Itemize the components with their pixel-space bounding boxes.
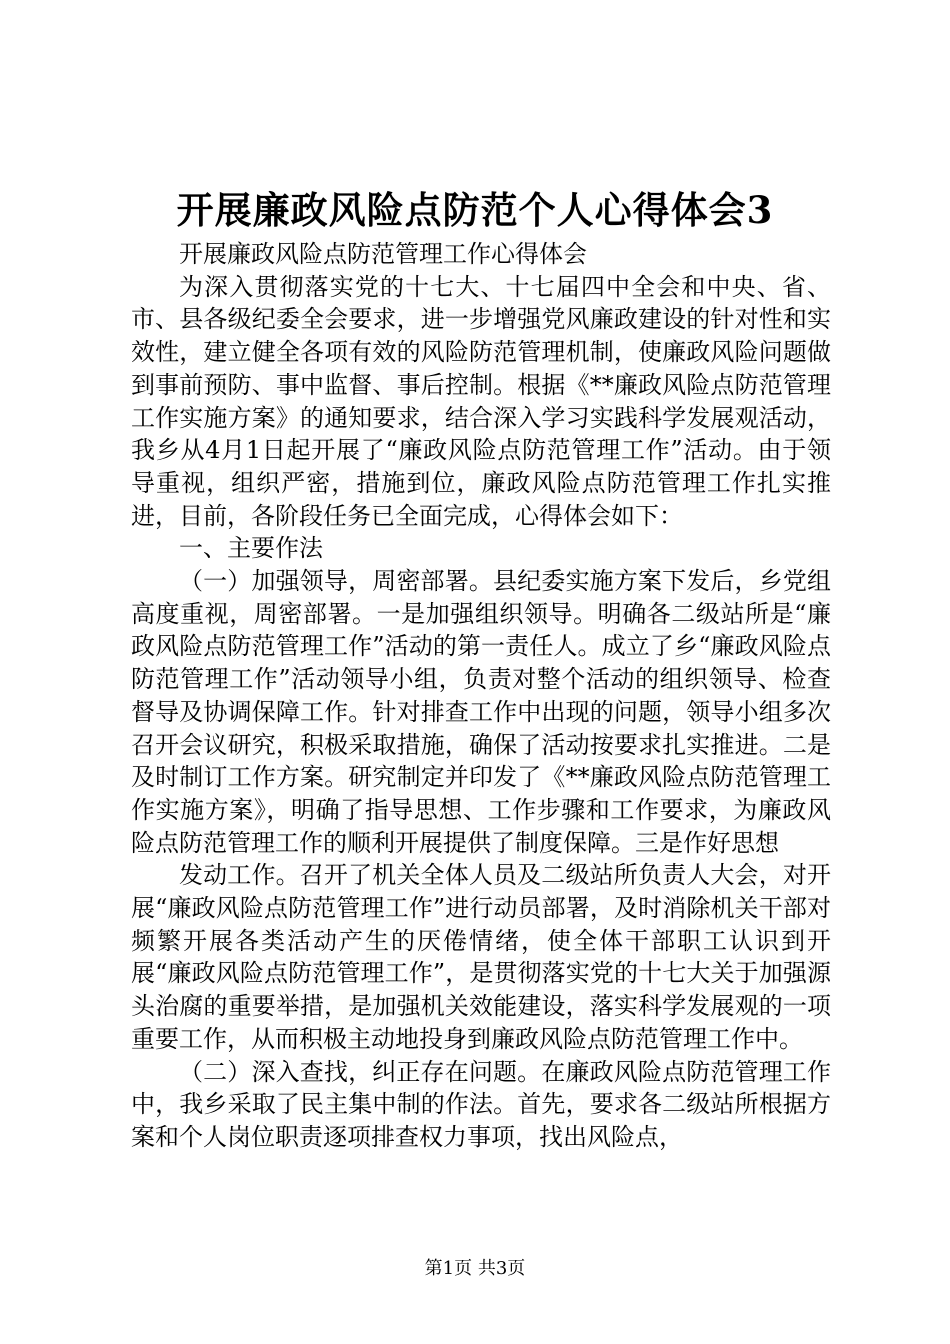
intro-paragraph: 为深入贯彻落实党的十七大、十七届四中全会和中央、省、市、县各级纪委全会要求，进一步增强党风廉政建设的针对性和实效性，建立健全各项有效的风险防范管理机制，使廉政风险问题做到事前预防、事中监督、事后控制。根据《**廉政风险点防范管理工作实施方案》的通知要求，结合深入学习实践科学发展观活动，我乡从4月1日起开展了“廉政风险点防范管理工作”活动。由于领导重视，组织严密，措施到位，廉政风险点防范管理工作扎实推进，目前，各阶段任务已全面完成，心得体会如下：: [131, 272, 831, 530]
section-heading: 一、主要作法: [179, 534, 323, 563]
item-paragraph-1: （一）加强领导，周密部署。县纪委实施方案下发后，乡党组高度重视，周密部署。一是加强组织领导。明确各二级站所是“廉政风险点防范管理工作”活动的第一责任人。成立了乡“廉政风险点防范管理工作”活动领导小组，负责对整个活动的组织领导、检查督导及协调保障工作。针对排查工作中出现的问题，领导小组多次召开会议研究，积极采取措施，确保了活动按要求扎实推进。二是及时制订工作方案。研究制定并印发了《**廉政风险点防范管理工作实施方案》，明确了指导思想、工作步骤和工作要求，为廉政风险点防范管理工作的顺利开展提供了制度保障。三是作好思想: [131, 567, 831, 857]
document-body: [131, 238, 831, 1154]
continuation-paragraph: 发动工作。召开了机关全体人员及二级站所负责人大会，对开展“廉政风险点防范管理工作”进行动员部署，及时消除机关干部对频繁开展各类活动产生的厌倦情绪，使全体干部职工认识到开展“廉政风险点防范管理工作”，是贯彻落实党的十七大关于加强源头治腐的重要举措，是加强机关效能建设，落实科学发展观的一项重要工作，从而积极主动地投身到廉政风险点防范管理工作中。: [131, 861, 831, 1053]
item-paragraph-2: （二）深入查找，纠正存在问题。在廉政风险点防范管理工作中，我乡采取了民主集中制的作法。首先，要求各二级站所根据方案和个人岗位职责逐项排查权力事项，找出风险点，: [131, 1057, 831, 1151]
page-number-footer: 第1页 共3页: [424, 1258, 526, 1279]
document-title: 开展廉政风险点防范个人心得体会3: [176, 188, 774, 232]
subtitle-paragraph: 开展廉政风险点防范管理工作心得体会: [179, 240, 587, 268]
